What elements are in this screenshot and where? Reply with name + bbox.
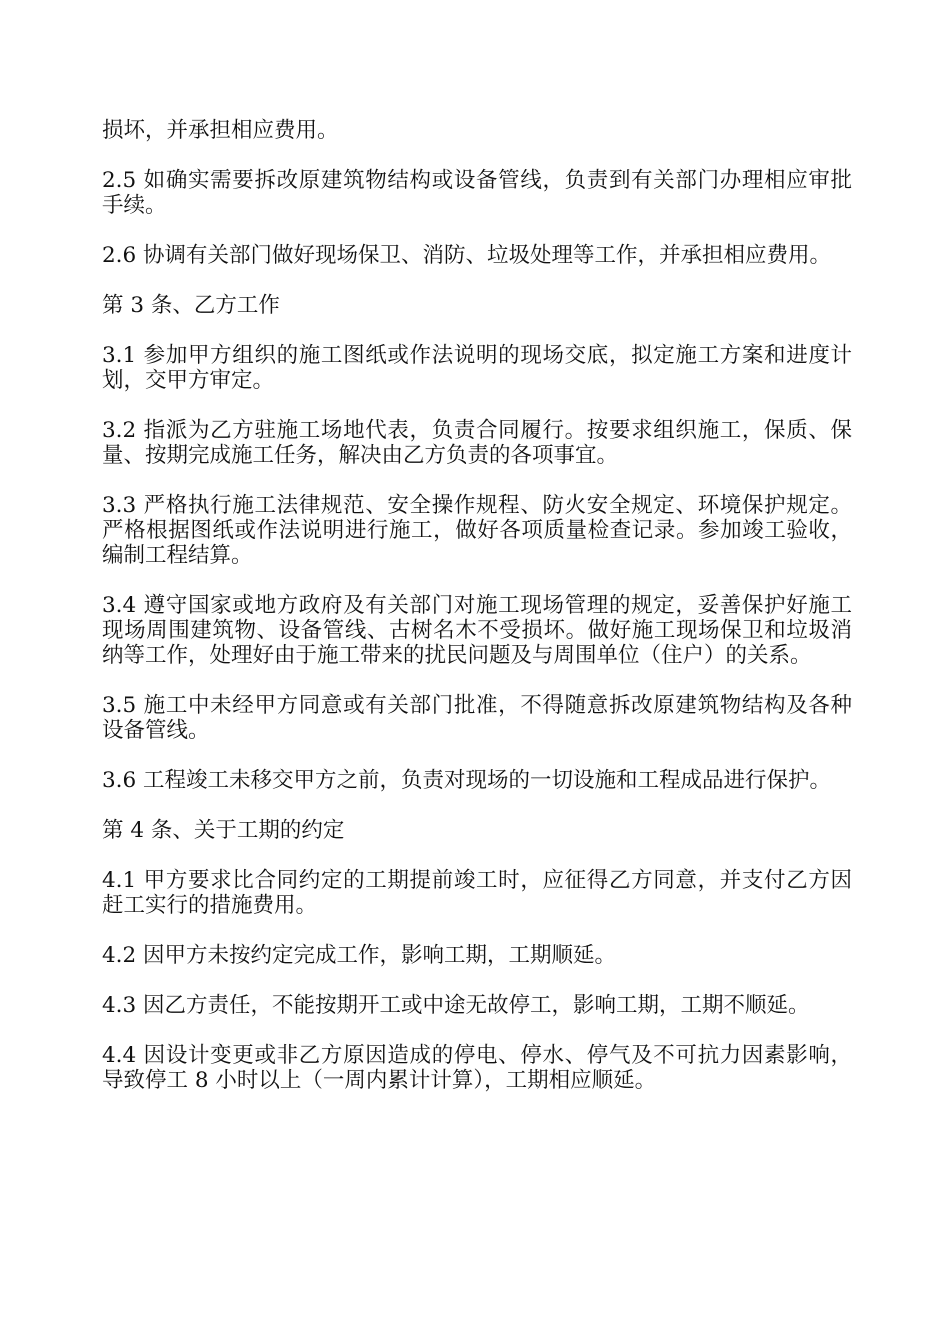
clause-3-2: 3.2 指派为乙方驻施工场地代表，负责合同履行。按要求组织施工，保质、保量、按期完成施工任务，解决由乙方负责的各项事宜。: [102, 418, 852, 468]
clause-4-1: 4.1 甲方要求比合同约定的工期提前竣工时，应征得乙方同意，并支付乙方因赶工实行的措施费用。: [102, 868, 852, 918]
clause-4-2: 4.2 因甲方未按约定完成工作，影响工期，工期顺延。: [102, 943, 617, 968]
document-page: [102, 118, 852, 1118]
clause-3-3: 3.3 严格执行施工法律规范、安全操作规程、防火安全规定、环境保护规定。严格根据图纸或作法说明进行施工，做好各项质量检查记录。参加竣工验收，编制工程结算。: [102, 493, 852, 568]
clause-3-6: 3.6 工程竣工未移交甲方之前，负责对现场的一切设施和工程成品进行保护。: [102, 768, 832, 793]
clause-3-5: 3.5 施工中未经甲方同意或有关部门批准，不得随意拆改原建筑物结构及各种设备管线。: [102, 693, 852, 743]
paragraph-continuation: 损坏，并承担相应费用。: [102, 118, 339, 143]
clause-3-4: 3.4 遵守国家或地方政府及有关部门对施工现场管理的规定，妥善保护好施工现场周围建筑物、设备管线、古树名木不受损坏。做好施工现场保卫和垃圾消纳等工作，处理好由于施工带来的扰民问题及与周围单位（住户）的关系。: [102, 593, 852, 668]
clause-4-4: 4.4 因设计变更或非乙方原因造成的停电、停水、停气及不可抗力因素影响，导致停工 8 小时以上（一周内累计计算），工期相应顺延。: [102, 1043, 852, 1093]
clause-2-5: 2.5 如确实需要拆改原建筑物结构或设备管线，负责到有关部门办理相应审批手续。: [102, 168, 852, 218]
clause-4-3: 4.3 因乙方责任，不能按期开工或中途无故停工，影响工期，工期不顺延。: [102, 993, 810, 1018]
article-4-heading: 第 4 条、关于工期的约定: [102, 818, 345, 843]
article-3-heading: 第 3 条、乙方工作: [102, 293, 280, 318]
clause-3-1: 3.1 参加甲方组织的施工图纸或作法说明的现场交底，拟定施工方案和进度计划，交甲方审定。: [102, 343, 852, 393]
clause-2-6: 2.6 协调有关部门做好现场保卫、消防、垃圾处理等工作，并承担相应费用。: [102, 243, 832, 268]
